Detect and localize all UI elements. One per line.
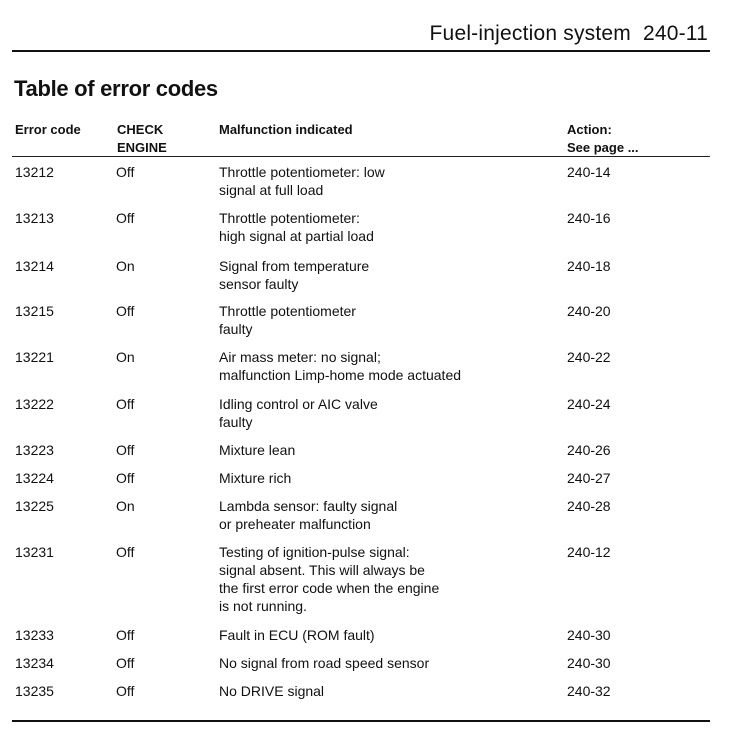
- check-engine-status: Off: [116, 655, 135, 671]
- error-code: 13235: [15, 683, 54, 699]
- action-page: 240-20: [567, 303, 611, 319]
- error-code: 13223: [15, 442, 54, 458]
- check-engine-status: Off: [116, 303, 135, 319]
- malfunction-text: Throttle potentiometer: low signal at full load: [219, 164, 385, 198]
- action-page: 240-30: [567, 627, 611, 643]
- malfunction-text: Mixture lean: [219, 442, 296, 458]
- check-engine-status: On: [116, 258, 135, 274]
- malfunction-text: Testing of ignition-pulse signal: signal absent. This will always be the first error code when the engine is not running.: [219, 544, 440, 614]
- header-text: [430, 22, 708, 46]
- page-header: [12, 20, 710, 52]
- check-engine-status: Off: [116, 544, 135, 560]
- action-page: 240-32: [567, 683, 611, 699]
- check-engine-status: On: [116, 349, 135, 365]
- error-code: 13233: [15, 627, 54, 643]
- error-code: 13225: [15, 498, 54, 514]
- malfunction-text: No signal from road speed sensor: [219, 655, 430, 671]
- check-engine-status: Off: [116, 396, 135, 412]
- action-page: 240-14: [567, 164, 611, 180]
- check-engine-status: Off: [116, 442, 135, 458]
- action-page: 240-27: [567, 470, 611, 486]
- action-page: 240-22: [567, 349, 611, 365]
- error-code: 13224: [15, 470, 54, 486]
- action-page: 240-30: [567, 655, 611, 671]
- footer-divider: [12, 720, 710, 722]
- check-engine-status: Off: [116, 470, 135, 486]
- error-code: 13221: [15, 349, 54, 365]
- malfunction-text: Idling control or AIC valve faulty: [219, 396, 378, 430]
- action-page: 240-18: [567, 258, 611, 274]
- malfunction-text: Throttle potentiometer: high signal at partial load: [219, 210, 374, 244]
- header-divider: [12, 156, 710, 157]
- column-header-malfunction: Malfunction indicated: [219, 122, 353, 137]
- check-engine-status: On: [116, 498, 135, 514]
- error-code: 13212: [15, 164, 54, 180]
- error-code: 13231: [15, 544, 54, 560]
- action-page: 240-12: [567, 544, 611, 560]
- malfunction-text: Mixture rich: [219, 470, 292, 486]
- check-engine-status: Off: [116, 210, 135, 226]
- table-title: Table of error codes: [14, 76, 218, 101]
- action-page: 240-28: [567, 498, 611, 514]
- check-engine-status: Off: [116, 683, 135, 699]
- malfunction-text: Signal from temperature sensor faulty: [219, 258, 370, 292]
- check-engine-status: Off: [116, 164, 135, 180]
- malfunction-text: No DRIVE signal: [219, 683, 325, 699]
- page-number: 240-11: [642, 22, 708, 45]
- error-code: 13234: [15, 655, 54, 671]
- error-code: 13213: [15, 210, 54, 226]
- error-code: 13222: [15, 396, 54, 412]
- action-page: 240-16: [567, 210, 611, 226]
- action-page: 240-26: [567, 442, 611, 458]
- malfunction-text: Throttle potentiometer faulty: [219, 303, 356, 337]
- action-page: 240-24: [567, 396, 611, 412]
- error-code: 13214: [15, 258, 54, 274]
- malfunction-text: Air mass meter: no signal; malfunction Limp-home mode actuated: [219, 349, 462, 383]
- malfunction-text: Fault in ECU (ROM fault): [219, 627, 375, 643]
- check-engine-status: Off: [116, 627, 135, 643]
- malfunction-text: Lambda sensor: faulty signal or preheater malfunction: [219, 498, 398, 532]
- section-title: Fuel-injection system: [429, 22, 631, 45]
- column-header-action: Action: See page ...: [567, 122, 639, 155]
- column-header-error-code: Error code: [15, 122, 81, 137]
- error-code: 13215: [15, 303, 54, 319]
- column-header-check-engine: CHECK ENGINE: [117, 122, 167, 155]
